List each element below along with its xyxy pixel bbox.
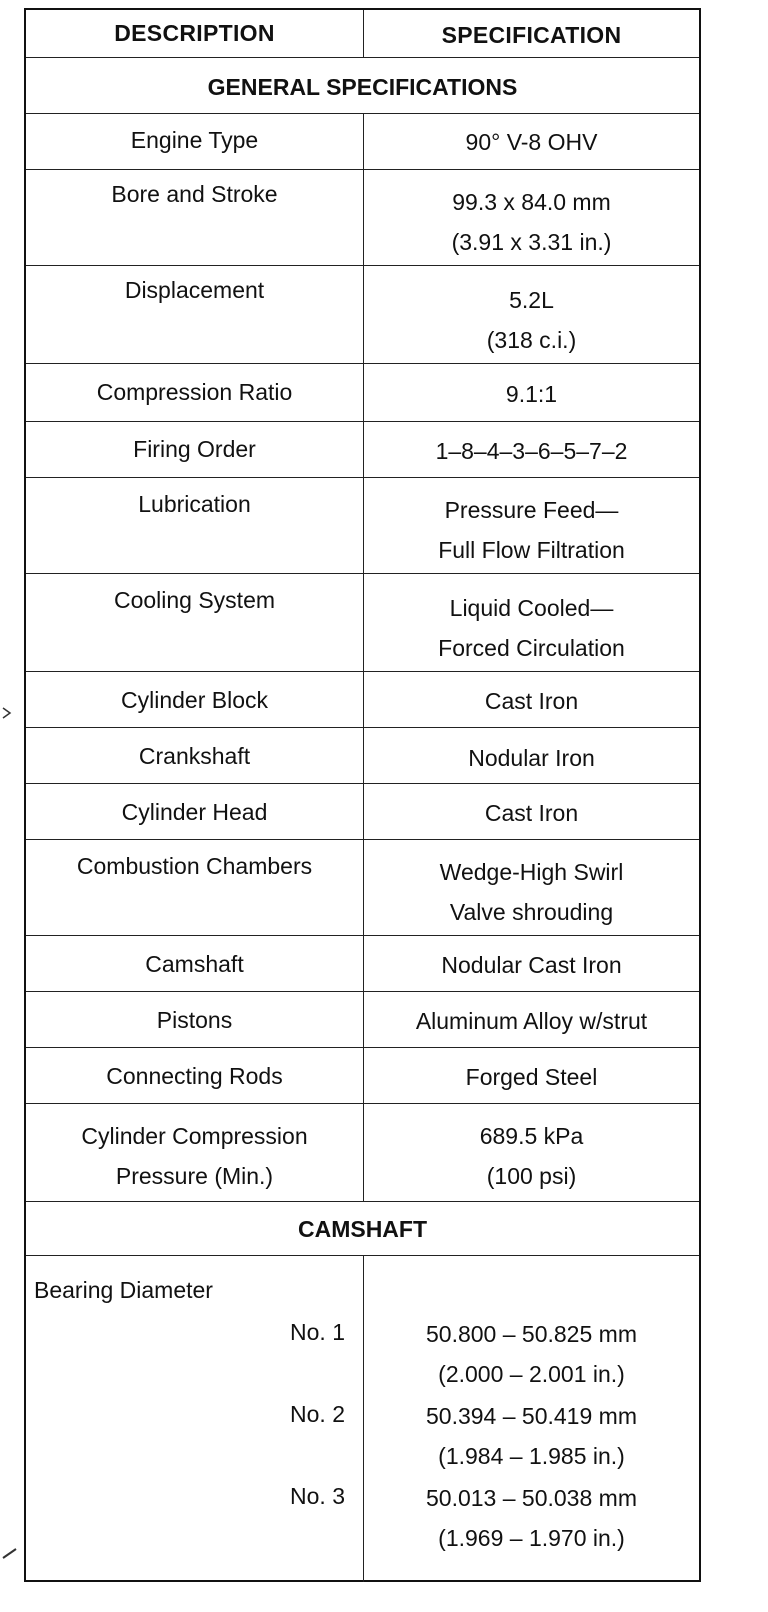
bearing-diameter-label: Bearing Diameter <box>34 1277 213 1303</box>
row-description: Bore and Stroke <box>111 181 278 207</box>
row-specification-2: Forced Circulation <box>438 635 625 661</box>
section-general <box>26 58 699 114</box>
row-description: Engine Type <box>130 127 259 153</box>
bearing-in: (1.984 – 1.985 in.) <box>438 1443 625 1469</box>
scan-mark-icon <box>2 706 12 720</box>
row-description: Cylinder Block <box>121 687 268 713</box>
table-row <box>26 422 699 478</box>
row-specification: 689.5 kPa <box>479 1123 584 1149</box>
row-specification: Liquid Cooled— <box>449 595 614 621</box>
row-specification: 5.2L <box>509 287 554 313</box>
row-specification: 1–8–4–3–6–5–7–2 <box>435 438 628 464</box>
row-specification-2: (100 psi) <box>486 1163 577 1189</box>
table-row <box>26 1104 699 1202</box>
row-description: Connecting Rods <box>106 1063 283 1089</box>
row-description: Camshaft <box>145 951 244 977</box>
row-specification-2: (318 c.i.) <box>486 327 577 353</box>
row-description: Displacement <box>124 277 265 303</box>
table-header <box>26 10 699 58</box>
table-row <box>26 672 699 728</box>
row-specification: Cast Iron <box>484 800 579 826</box>
row-description: Cylinder Compression <box>81 1123 308 1149</box>
table-row <box>26 478 699 574</box>
table-row <box>26 266 699 364</box>
table-row <box>26 992 699 1048</box>
bearing-in: (1.969 – 1.970 in.) <box>438 1525 625 1551</box>
header-description: DESCRIPTION <box>26 10 364 57</box>
row-description-2: Pressure (Min.) <box>115 1163 274 1189</box>
bearing-number: No. 1 <box>290 1319 345 1345</box>
table-row <box>26 114 699 170</box>
header-specification: SPECIFICATION <box>441 22 622 48</box>
row-specification: Cast Iron <box>484 688 579 714</box>
table-row <box>26 170 699 266</box>
row-description: Pistons <box>156 1007 233 1033</box>
bearing-number: No. 3 <box>290 1483 345 1509</box>
bearing-mm: 50.013 – 50.038 mm <box>426 1485 637 1511</box>
table-row <box>26 840 699 936</box>
row-description: Compression Ratio <box>96 379 293 405</box>
bearing-number: No. 2 <box>290 1401 345 1427</box>
row-description: Crankshaft <box>138 743 251 769</box>
row-specification: 90° V-8 OHV <box>465 129 598 155</box>
section-camshaft <box>26 1202 699 1256</box>
camshaft-bearings <box>26 1256 699 1582</box>
table-row <box>26 936 699 992</box>
row-specification: 99.3 x 84.0 mm <box>452 189 611 215</box>
row-specification: Aluminum Alloy w/strut <box>415 1008 648 1034</box>
row-specification: 9.1:1 <box>505 381 558 407</box>
table-row <box>26 728 699 784</box>
row-specification: Pressure Feed— <box>444 497 619 523</box>
section-title-general: GENERAL SPECIFICATIONS <box>207 74 518 100</box>
row-specification: Wedge-High Swirl <box>439 859 624 885</box>
table-row <box>26 784 699 840</box>
row-specification-2: Full Flow Filtration <box>438 537 625 563</box>
row-description: Firing Order <box>133 436 256 462</box>
table-row <box>26 364 699 422</box>
scan-mark-icon <box>2 1546 18 1560</box>
row-description: Cooling System <box>113 587 276 613</box>
row-specification: Nodular Iron <box>468 745 595 771</box>
bearing-mm: 50.394 – 50.419 mm <box>426 1403 637 1429</box>
row-description: Cylinder Head <box>121 799 268 825</box>
row-specification: Nodular Cast Iron <box>441 952 622 978</box>
section-title-camshaft: CAMSHAFT <box>297 1216 428 1242</box>
row-specification-2: (3.91 x 3.31 in.) <box>451 229 612 255</box>
row-specification-2: Valve shrouding <box>449 899 614 925</box>
bearing-mm: 50.800 – 50.825 mm <box>426 1321 637 1347</box>
table-row <box>26 574 699 672</box>
bearing-in: (2.000 – 2.001 in.) <box>438 1361 625 1387</box>
row-description: Combustion Chambers <box>76 853 313 879</box>
row-specification: Forged Steel <box>465 1064 598 1090</box>
row-description: Lubrication <box>138 491 251 517</box>
table-row <box>26 1048 699 1104</box>
spec-table <box>24 8 701 1582</box>
